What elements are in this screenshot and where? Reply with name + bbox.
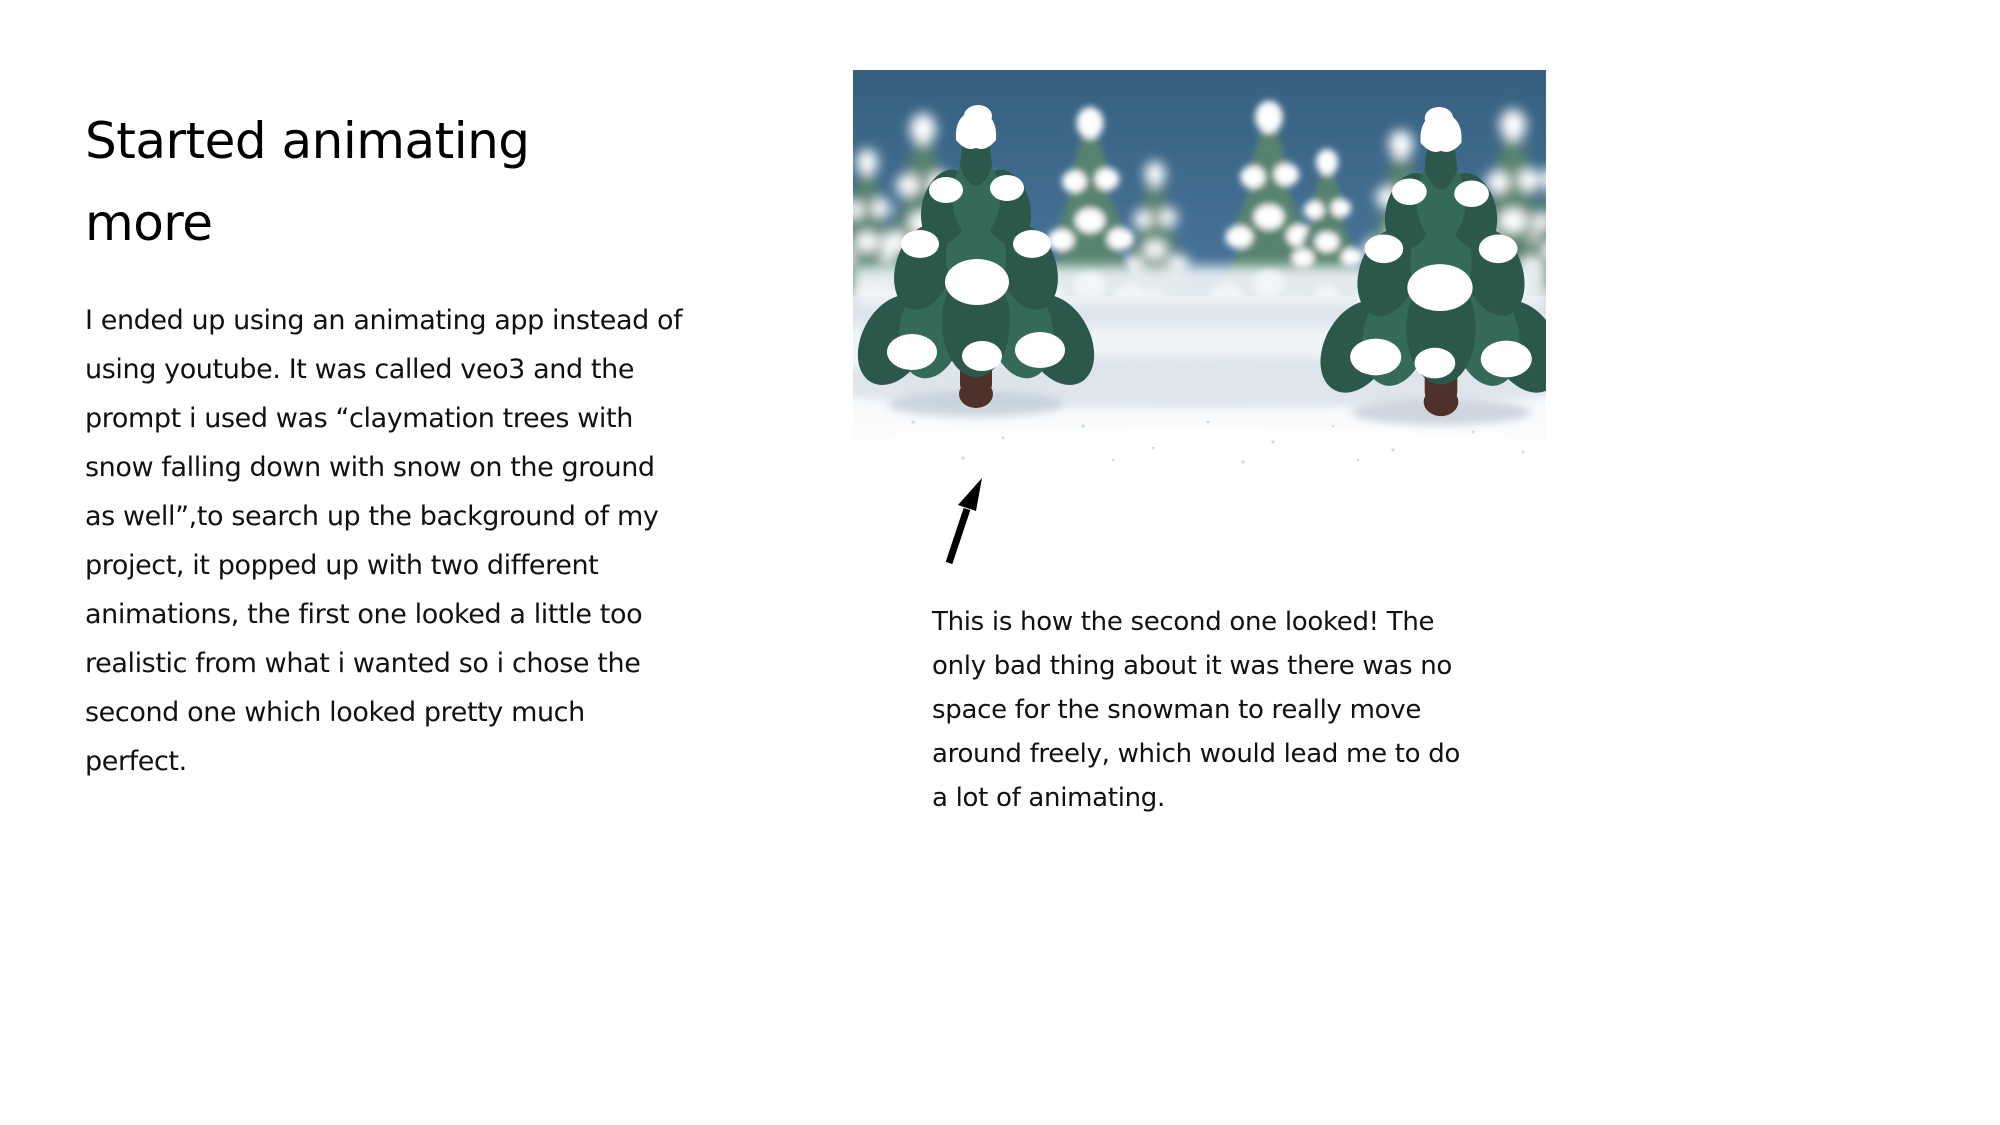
arrow-up-icon [938, 470, 998, 570]
text-line: prompt i used was “claymation trees with [85, 403, 633, 434]
text-line: around freely, which would lead me to do [932, 739, 1461, 769]
text-line: second one which looked pretty much [85, 697, 585, 728]
text-line: as well”,to search up the background of my [85, 501, 659, 532]
text-line: snow falling down with snow on the ground [85, 452, 655, 483]
text-line: perfect. [85, 746, 187, 777]
text-line: project, it popped up with two different [85, 550, 599, 581]
slide-title [85, 100, 530, 264]
text-line: animations, the first one looked a little too [85, 599, 643, 630]
text-line: using youtube. It was called veo3 and the [85, 354, 635, 385]
text-line: This is how the second one looked! The [932, 607, 1435, 637]
text-line: a lot of animating. [932, 783, 1165, 813]
claymation-trees-image [853, 70, 1546, 468]
text-line: space for the snowman to really move [932, 695, 1422, 725]
claymation-scene [853, 70, 1546, 468]
text-line: Started animating [85, 112, 530, 170]
text-line: more [85, 194, 213, 252]
image-caption [932, 600, 1460, 820]
text-line: realistic from what i wanted so i chose the [85, 648, 641, 679]
body-paragraph [85, 296, 682, 786]
text-line: I ended up using an animating app instead of [85, 305, 683, 336]
text-line: only bad thing about it was there was no [932, 651, 1453, 681]
